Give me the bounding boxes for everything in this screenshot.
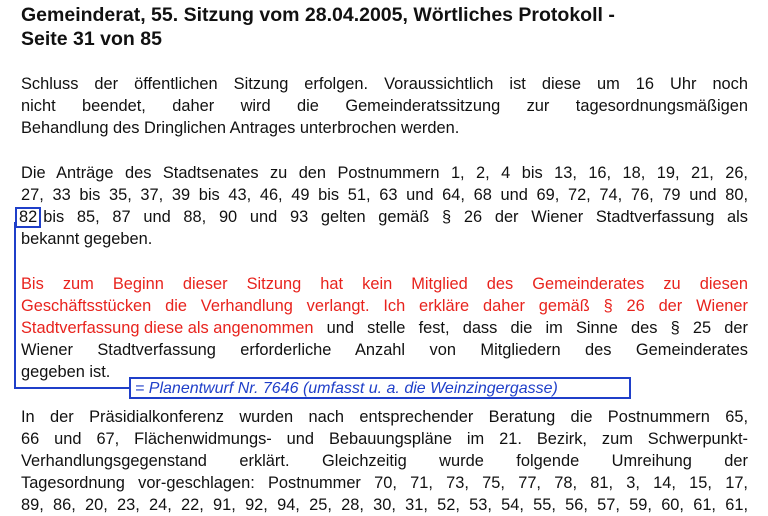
annotation-connector-top — [14, 222, 17, 224]
paragraph-2-line: bekannt gegeben. — [21, 230, 153, 248]
paragraph-4-line: 89, 86, 20, 23, 24, 22, 91, 92, 94, 25, 28, 30, 31, 52, 53, 54, 55, 56, 57, 59, 60, 61, 61, — [21, 496, 748, 514]
title-line-1: Gemeinderat, 55. Sitzung vom 28.04.2005, Wörtliches Protokoll - — [21, 4, 615, 26]
paragraph-4-line: In der Präsidialkonferenz wurden nach entsprechender Beratung die Postnummern 65, — [21, 408, 748, 426]
annotation-connector-horizontal — [14, 387, 130, 389]
paragraph-2-line: Die Anträge des Stadtsenates zu den Postnummern 1, 2, 4 bis 13, 16, 18, 19, 21, 26, — [21, 164, 748, 182]
red-highlight-line: Geschäftsstücken die Verhandlung verlangt. Ich erkläre daher gemäß § 26 der Wiener — [21, 297, 748, 315]
paragraph-1-line: nicht beendet, daher wird die Gemeinderatssitzung zur tagesordnungsmäßigen — [21, 97, 748, 115]
highlighted-postnummer: 82 — [15, 207, 41, 228]
paragraph-1-line: Schluss der öffentlichen Sitzung erfolgen. Voraussichtlich ist diese um 16 Uhr noch — [21, 75, 748, 93]
paragraph-4-line: 66 und 67, Flächenwidmungs- und Bebauungspläne im 21. Bezirk, zum Schwerpunkt- — [21, 430, 748, 448]
paragraph-3-line-rest: und stelle fest, dass die im Sinne des § 25 der — [313, 319, 748, 337]
paragraph-2-line-rest: bis 85, 87 und 88, 90 und 93 gelten gemäß § 26 der Wiener Stadtverfassung als — [43, 208, 748, 226]
red-highlight-line: Bis zum Beginn dieser Sitzung hat kein Mitglied des Gemeinderates zu diesen — [21, 275, 748, 293]
annotation-box: = Planentwurf Nr. 7646 (umfasst u. a. die Weinzingergasse) — [129, 377, 631, 399]
paragraph-4-line: Verhandlungsgegenstand erklärt. Gleichzeitig wurde folgende Umreihung der — [21, 452, 748, 470]
paragraph-4-line: Tagesordnung vor-geschlagen: Postnummer 70, 71, 73, 75, 77, 78, 81, 3, 14, 15, 17, — [21, 474, 748, 492]
document-title — [21, 3, 761, 51]
paragraph-2-line: 27, 33 bis 35, 37, 39 bis 43, 46, 49 bis 51, 63 und 64, 68 und 69, 72, 74, 76, 79 und 80, — [21, 186, 748, 204]
paragraph-3-line: gegeben ist. — [21, 363, 111, 381]
paragraph-1-line: Behandlung des Dringlichen Antrages unterbrochen werden. — [21, 119, 460, 137]
paragraph-3-line — [21, 318, 748, 339]
paragraph-3-line: Wiener Stadtverfassung erforderliche Anzahl von Mitgliedern des Gemeinderates — [21, 341, 748, 359]
red-highlight-text: Stadtverfassung diese als angenommen — [21, 319, 314, 337]
annotation-connector-vertical — [14, 222, 16, 389]
title-line-2: Seite 31 von 85 — [21, 28, 162, 50]
paragraph-2-line — [21, 207, 748, 228]
